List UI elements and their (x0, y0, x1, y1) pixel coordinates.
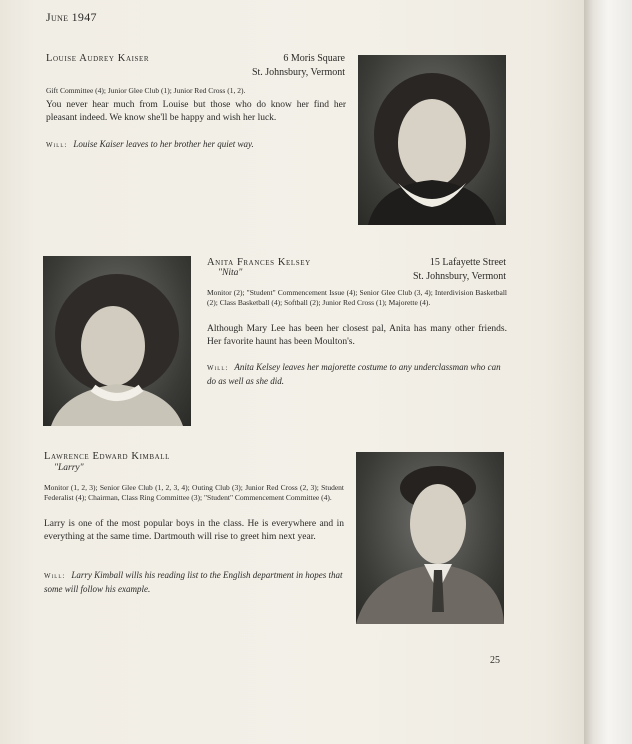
page-header: June 1947 (46, 10, 97, 24)
will-label: Will: (44, 572, 66, 580)
student-activities: Monitor (2); "Student" Commencement Issue (4); Senior Glee Club (3, 4); Interdivision Basketball (2); Class Basketball (4); Softball (2); Junior Red Cross (1); Majorette (4). (207, 288, 507, 307)
student-photo (43, 256, 191, 426)
student-name: Louise Audrey Kaiser (46, 53, 150, 64)
student-will (207, 361, 507, 388)
student-name: Lawrence Edward Kimball (44, 451, 171, 462)
page-edge (584, 0, 632, 744)
student-name: Anita Frances Kelsey (207, 257, 311, 268)
student-nickname: "Nita" (218, 268, 243, 278)
student-will (44, 569, 344, 596)
address-line: St. Johnsbury, Vermont (412, 271, 506, 282)
page-number: 25 (490, 655, 500, 666)
student-will (46, 138, 346, 152)
will-label: Will: (207, 364, 229, 372)
will-label: Will: (46, 141, 68, 149)
will-text: Louise Kaiser leaves to her brother her quiet way. (73, 139, 254, 149)
address-line: 15 Lafayette Street (429, 257, 506, 268)
student-description: Larry is one of the most popular boys in the class. He is everywhere and in everything at the same time. Dartmouth will rise to greet him next year. (44, 519, 344, 542)
student-activities: Gift Committee (4); Junior Glee Club (1); Junior Red Cross (1, 2). (46, 86, 246, 95)
student-description: Although Mary Lee has been her closest pal, Anita has many other friends. Her favorite haunt has been Moulton's. (207, 324, 507, 347)
student-photo (358, 55, 506, 225)
student-photo (356, 452, 504, 624)
address-line: 6 Moris Square (283, 53, 345, 64)
will-text: Anita Kelsey leaves her majorette costume to any underclassman who can do as well as she did. (207, 362, 501, 386)
student-address (360, 256, 506, 284)
will-text: Larry Kimball wills his reading list to the English department in hopes that some will follow his example. (44, 570, 343, 594)
student-activities: Monitor (1, 2, 3); Senior Glee Club (1, 2, 3, 4); Outing Club (3); Junior Red Cross (2, 3); Student Federalist (4); Chairman, Class Ring Committee (3); "Student" Commencement Committee (4). (44, 483, 344, 502)
student-address (200, 52, 345, 80)
student-nickname: "Larry" (54, 463, 84, 473)
student-description: You never hear much from Louise but those who do know her find her pleasant indeed. We know she'll be happy and wish her luck. (46, 100, 346, 123)
address-line: St. Johnsbury, Vermont (251, 67, 345, 78)
